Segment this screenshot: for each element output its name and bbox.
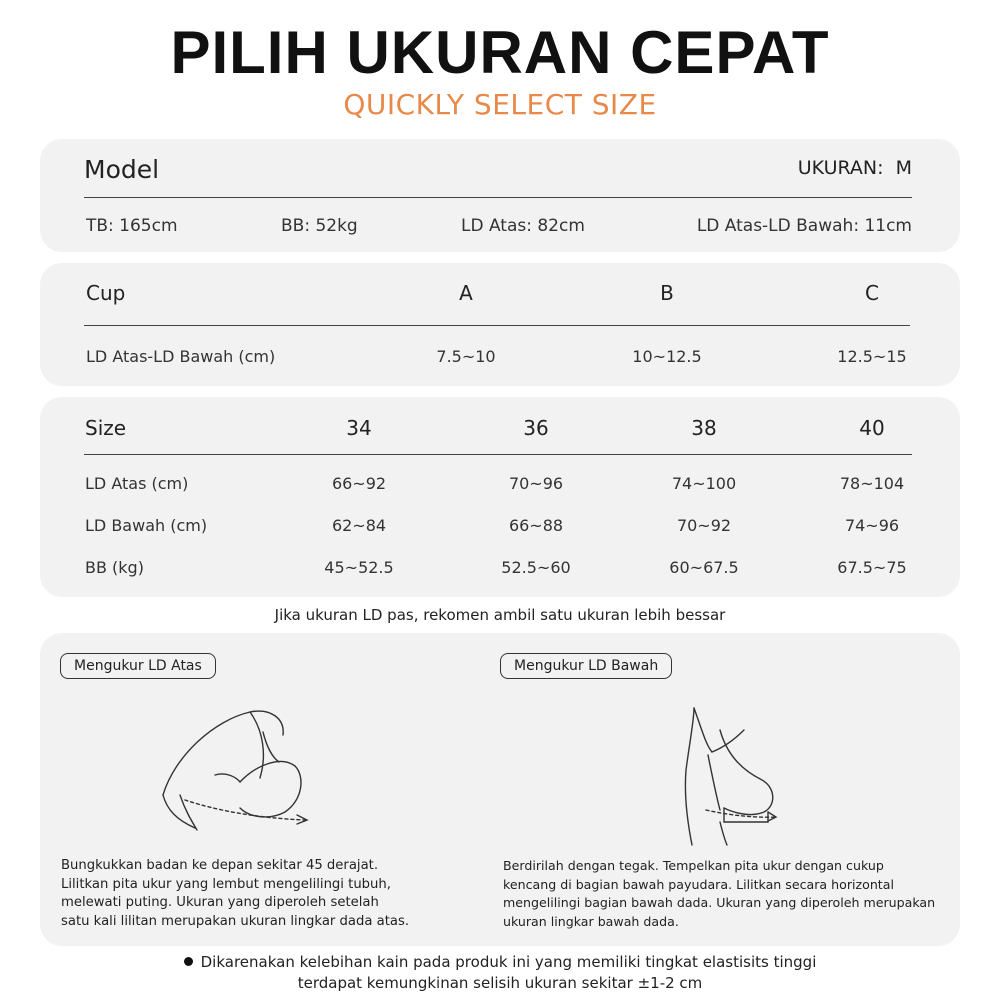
cup-b-value: 10~12.5: [632, 347, 702, 366]
page-title: PILIH UKURAN CEPAT: [170, 19, 830, 86]
size-row-label: LD Atas (cm): [85, 474, 189, 493]
size-header-36: 36: [523, 416, 549, 440]
under-bust-illustration-icon: [672, 700, 792, 850]
size-panel: [40, 397, 960, 597]
page-subtitle: QUICKLY SELECT SIZE: [343, 88, 657, 121]
cup-header-label: Cup: [86, 281, 126, 305]
cup-c-value: 12.5~15: [837, 347, 907, 366]
lower-text-line: mengelilingi bagian bawah dada. Ukuran yang diperoleh merupakan: [503, 895, 936, 910]
upper-text-line: satu kali lilitan merupakan ukuran lingkar dada atas.: [61, 913, 410, 929]
size-cell: 60~67.5: [669, 558, 739, 577]
size-cell: 62~84: [331, 516, 387, 535]
cup-header-b: B: [660, 281, 674, 305]
cup-header-c: C: [865, 281, 879, 305]
upper-text-line: Bungkukkan badan ke depan sekitar 45 derajat.: [61, 858, 379, 873]
size-row-label: BB (kg): [85, 558, 144, 577]
size-cell: 66~92: [331, 474, 387, 493]
model-height: TB: 165cm: [86, 216, 178, 236]
cup-panel: [40, 263, 960, 386]
size-header-38: 38: [691, 416, 717, 440]
size-row-label: LD Bawah (cm): [85, 516, 208, 535]
lower-text-line: ukuran lingkar bawah dada.: [503, 913, 679, 929]
upper-text-line: melewati puting. Ukuran yang diperoleh setelah: [61, 895, 379, 910]
model-size-value: M: [895, 157, 912, 179]
size-cell: 74~96: [844, 516, 900, 535]
size-cell: 66~88: [508, 516, 564, 535]
model-label: Model: [84, 155, 160, 184]
upper-bust-illustration-icon: [155, 700, 335, 850]
cup-row-label: LD Atas-LD Bawah (cm): [86, 347, 276, 366]
size-recommendation-note: Jika ukuran LD pas, rekomen ambil satu ukuran lebih bessar: [274, 606, 726, 624]
size-cell: 52.5~60: [501, 558, 571, 577]
size-cell: 70~96: [508, 474, 564, 493]
model-panel: [40, 139, 960, 252]
size-header-label: Size: [85, 416, 127, 440]
bullet-icon: [184, 957, 193, 966]
lower-text-line: Berdirilah dengan tegak. Tempelkan pita ukur dengan cukup: [503, 858, 884, 873]
size-cell: 45~52.5: [324, 558, 394, 577]
model-size-label: UKURAN:: [797, 157, 884, 179]
size-header-40: 40: [859, 416, 885, 440]
size-cell: 78~104: [839, 474, 905, 493]
size-header-34: 34: [346, 416, 372, 440]
divider: [84, 325, 910, 326]
upper-bust-tag: Mengukur LD Atas: [60, 653, 216, 679]
cup-header-a: A: [459, 281, 473, 305]
under-bust-tag: Mengukur LD Bawah: [500, 653, 672, 679]
footer-line-2: terdapat kemungkinan selisih ukuran sekitar ±1-2 cm: [297, 974, 703, 992]
model-upper-bust: LD Atas: 82cm: [461, 216, 585, 236]
upper-text-line: Lilitkan pita ukur yang lembut mengelilingi tubuh,: [61, 876, 391, 892]
cup-a-value: 7.5~10: [436, 347, 496, 366]
size-cell: 70~92: [676, 516, 732, 535]
model-weight: BB: 52kg: [281, 216, 358, 236]
footer-note: [0, 952, 1000, 994]
size-cell: 74~100: [671, 474, 737, 493]
under-bust-description: [503, 857, 935, 931]
footer-line-1: Dikarenakan kelebihan kain pada produk ini yang memiliki tingkat elastisits tinggi: [200, 953, 817, 971]
divider: [84, 197, 912, 198]
upper-bust-description: [61, 857, 409, 931]
divider: [84, 454, 912, 455]
model-size: [798, 157, 912, 179]
size-cell: 67.5~75: [837, 558, 907, 577]
lower-text-line: kencang di bagian bawah payudara. Lilitkan secara horizontal: [503, 876, 894, 892]
model-bust-difference: LD Atas-LD Bawah: 11cm: [696, 216, 912, 236]
